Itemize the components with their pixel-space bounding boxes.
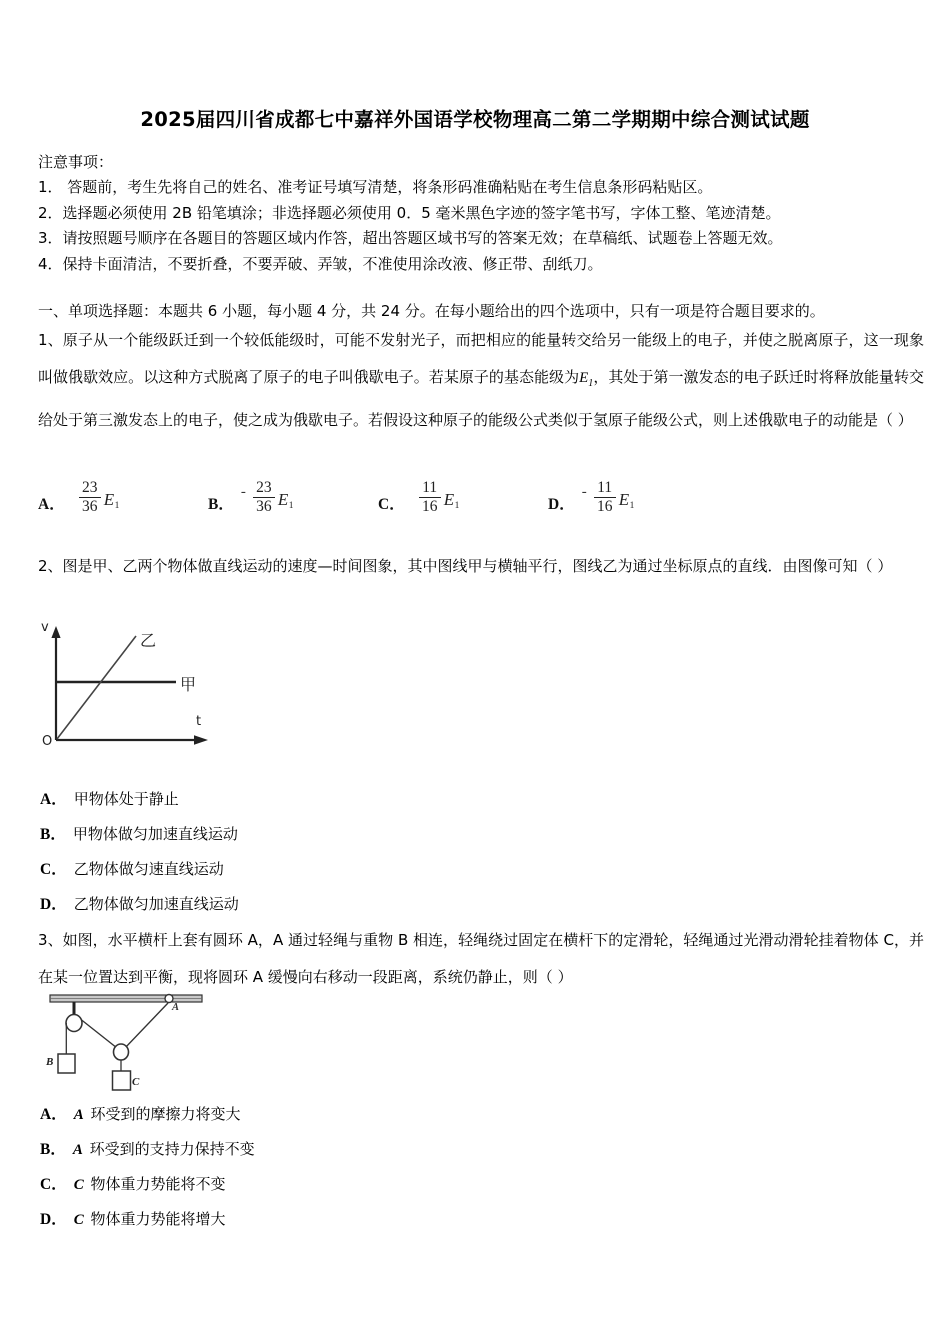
- option-sign: -: [581, 484, 587, 500]
- option-text: 环受到的支持力保持不变: [84, 1140, 255, 1158]
- question-1-stem-part1: 原子从一个能级跃迁到一个较低能级时，可能不发射光子，而把相应的能量转交给另一能级上的电子，并使之脱离原子，这一现象叫做俄歇效应。以这种方式脱离了原子的电子叫俄歇电子。若某原子的基态能级为: [38, 331, 924, 386]
- curve-yi-line: [57, 636, 136, 739]
- option-text: 乙物体做匀加速直线运动: [73, 895, 239, 913]
- fraction: [79, 480, 101, 520]
- question-2-option-b[interactable]: [40, 817, 640, 852]
- question-2-options: [40, 782, 640, 922]
- question-1-symbol: E: [579, 370, 589, 386]
- fraction-numerator: 11: [422, 478, 438, 496]
- option-text: 物体重力势能将不变: [85, 1175, 226, 1193]
- option-letter: B．: [40, 826, 66, 843]
- question-2-option-a[interactable]: [40, 782, 640, 817]
- section-heading: 一、单项选择题：本题共 6 小题，每小题 4 分，共 24 分。在每小题给出的四个选项中，只有一项是符合题目要求的。: [38, 302, 825, 320]
- question-1-option-d[interactable]: [548, 462, 634, 520]
- option-text: 物体重力势能将增大: [85, 1210, 226, 1228]
- fraction-denominator: 36: [256, 498, 272, 516]
- option-text: 环受到的摩擦力将变大: [85, 1105, 241, 1123]
- option-text: 乙物体做匀速直线运动: [73, 860, 224, 878]
- option-letter: A．: [40, 1106, 67, 1123]
- question-2-stem-text: 图是甲、乙两个物体做直线运动的速度—时间图象，其中图线甲与横轴平行，图线乙为通过坐标原点的直线．由图像可知（ ）: [62, 557, 893, 575]
- weight-c: [113, 1071, 131, 1090]
- fraction-numerator: 23: [256, 478, 272, 496]
- y-axis-label: v: [41, 620, 49, 635]
- option-sign: [65, 500, 73, 520]
- option-letter: D．: [40, 1211, 67, 1228]
- option-symbol: A: [72, 1142, 83, 1158]
- option-sign: [405, 500, 413, 520]
- question-1-option-b[interactable]: [208, 462, 293, 520]
- page-title: 2025届四川省成都七中嘉祥外国语学校物理高二第二学期期中综合测试试题: [140, 108, 810, 131]
- option-letter: B．: [40, 1141, 66, 1158]
- question-1-number: 1、: [38, 331, 63, 349]
- option-letter: D．: [40, 896, 67, 913]
- notice-item-1: 1． 答题前，考生先将自己的姓名、准考证号填写清楚，将条形码准确粘贴在考生信息条形码粘贴区。: [38, 178, 713, 196]
- weight-b: [58, 1054, 75, 1073]
- option-letter: B．: [208, 495, 234, 513]
- curve-yi-label: 乙: [140, 631, 157, 650]
- option-letter: C．: [40, 861, 67, 878]
- x-axis-arrow: [194, 735, 208, 745]
- question-1-stem: [38, 322, 924, 439]
- question-2-stem: [38, 548, 924, 585]
- ring-a-label: A: [172, 1002, 180, 1013]
- question-2-number: 2、: [38, 557, 63, 575]
- question-3-stem: [38, 922, 924, 996]
- fixed-pulley: [66, 1015, 82, 1032]
- fraction-denominator: 16: [421, 498, 438, 516]
- notice-item-3: 3．请按照题号顺序在各题目的答题区域内作答，超出答题区域书写的答案无效；在草稿纸、试题卷上答题无效。: [38, 229, 783, 247]
- option-symbol: A: [73, 1107, 84, 1123]
- option-letter: A．: [40, 791, 67, 808]
- fraction: [594, 480, 616, 520]
- question-1-option-a[interactable]: [38, 462, 119, 520]
- notice-item-2: 2．选择题必须使用 2B 铅笔填涂；非选择题必须使用 0．5 毫米黑色字迹的签字笔书写，字体工整、笔迹清楚。: [38, 203, 781, 222]
- question-3-option-a[interactable]: [40, 1097, 640, 1132]
- question-2-option-d[interactable]: [40, 887, 640, 922]
- curve-jia-label: 甲: [180, 675, 197, 694]
- notice-block: [38, 150, 918, 277]
- question-3-stem-text: 如图，水平横杆上套有圆环 A，A 通过轻绳与重物 B 相连，轻绳绕过固定在横杆下的定滑轮，轻绳通过光滑动滑轮挂着物体 C，并在某一位置达到平衡，现将圆环 A 缓慢向右移动一段距离，系统仍静止，则（ ）: [38, 931, 924, 986]
- fraction-denominator: 16: [596, 498, 613, 516]
- origin-label: O: [42, 734, 53, 749]
- notice-heading: 注意事项：: [38, 153, 114, 171]
- question-1-stem-part2: ，其处于第一激发态的电子跃迁时将释放能量转交给处于第三激发态上的电子，使之成为俄歇电子。若假设这种原子的能级公式类似于氢原子能级公式，则上述俄歇电子的动能是（ ）: [38, 368, 924, 429]
- option-letter: A．: [38, 495, 65, 513]
- question-1-symbol-sub: 1: [588, 378, 594, 389]
- notice-item-4: 4．保持卡面清洁，不要折叠，不要弄破、弄皱，不准使用涂改液、修正带、刮纸刀。: [38, 254, 603, 273]
- energy-symbol: $E_1$: [103, 489, 120, 511]
- fraction-numerator: 11: [597, 478, 613, 496]
- question-2-option-c[interactable]: [40, 852, 640, 887]
- option-letter: C．: [378, 495, 405, 513]
- fraction-denominator: 36: [81, 498, 98, 516]
- fraction-numerator: 23: [81, 478, 98, 496]
- option-text: 甲物体做匀加速直线运动: [72, 825, 238, 843]
- option-text: 甲物体处于静止: [73, 790, 179, 808]
- question-1-options: [38, 462, 738, 520]
- question-1-option-c[interactable]: [378, 462, 459, 520]
- option-letter: D．: [548, 495, 575, 513]
- rope-fixed-to-movable: [82, 1020, 117, 1048]
- weight-b-label: B: [46, 1056, 54, 1068]
- question-3-option-b[interactable]: [40, 1132, 640, 1167]
- question-3-number: 3、: [38, 931, 63, 949]
- movable-pulley: [114, 1044, 129, 1060]
- ring-pulley-diagram: [38, 992, 238, 1096]
- question-3-option-d[interactable]: [40, 1202, 640, 1237]
- rope-movable-to-ring: [125, 1003, 168, 1048]
- option-symbol: C: [73, 1212, 84, 1228]
- weight-c-label: C: [132, 1076, 140, 1088]
- question-3-option-c[interactable]: [40, 1167, 640, 1202]
- question-3-options: [40, 1097, 640, 1237]
- energy-symbol: $E_1$: [618, 489, 635, 511]
- option-symbol: C: [73, 1177, 84, 1193]
- velocity-time-graph: [36, 620, 276, 778]
- fraction: [253, 480, 275, 520]
- energy-symbol: $E_1$: [277, 489, 294, 511]
- x-axis-label: t: [196, 714, 202, 729]
- option-letter: C．: [40, 1176, 67, 1193]
- energy-symbol: $E_1$: [443, 489, 460, 511]
- fraction: [419, 480, 441, 520]
- option-sign: -: [240, 484, 246, 500]
- y-axis-arrow: [51, 626, 60, 638]
